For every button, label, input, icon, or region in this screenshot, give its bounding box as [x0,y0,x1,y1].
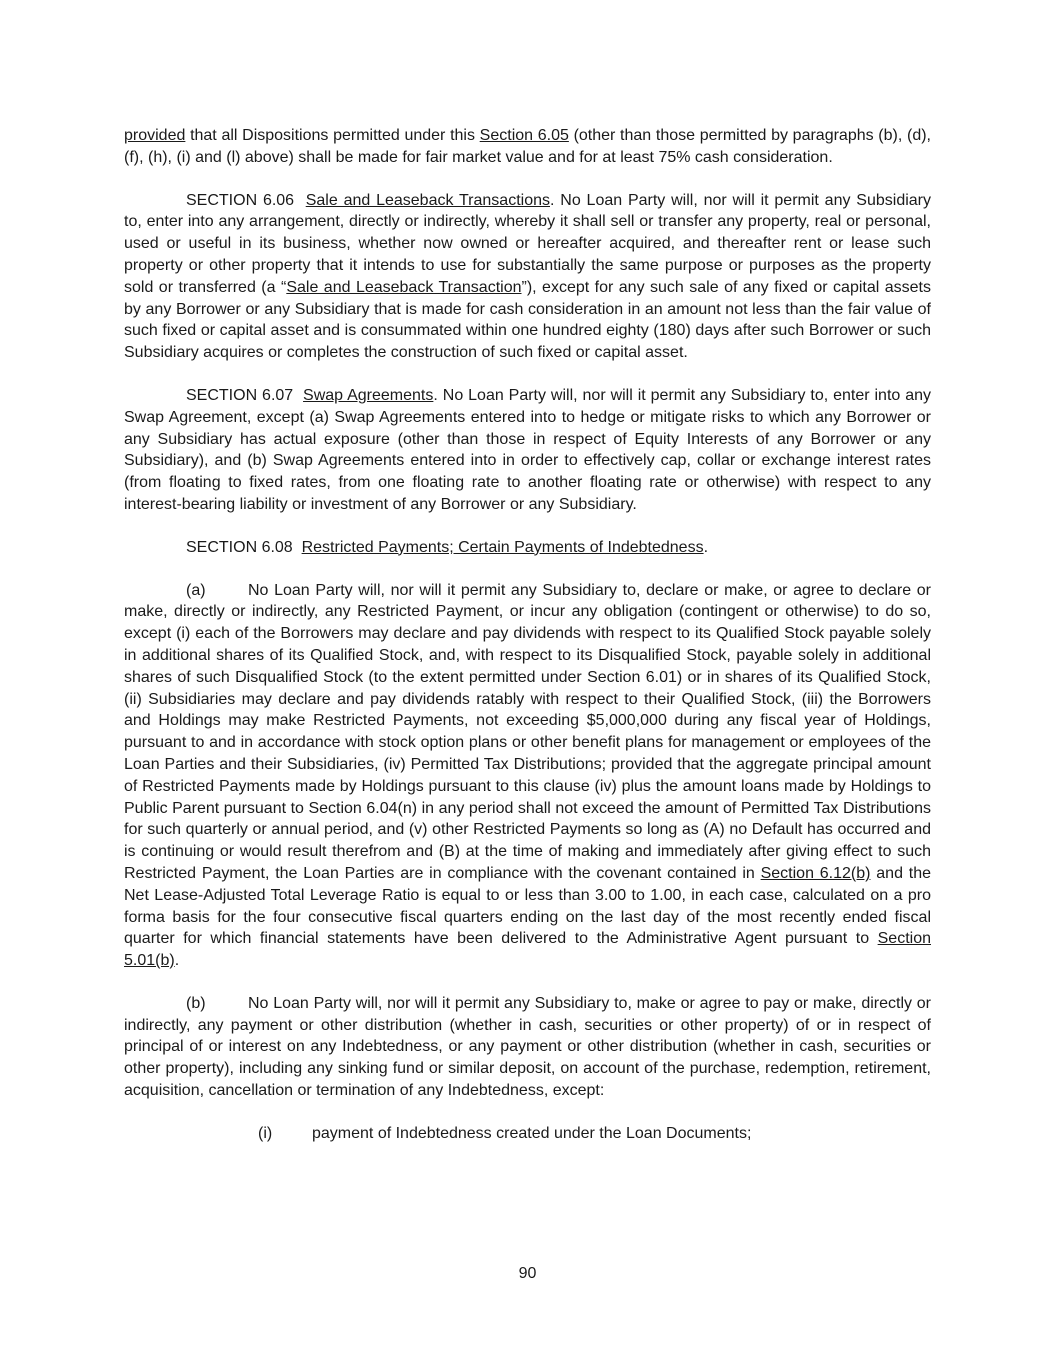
section-title: Swap Agreements [303,386,434,404]
section-ref-6-12b: Section 6.12(b) [760,864,871,882]
page-number: 90 [518,1265,537,1282]
provided-term: provided [124,127,186,144]
paragraph-label: (b) [186,994,206,1012]
section-number: SECTION 6.08 [186,538,293,556]
paragraph-label: (a) [186,581,206,599]
section-ref-5-01b: Section 5.01(b) [124,930,931,970]
section-title: Restricted Payments; Certain Payments of Indebtedness [301,538,704,556]
clause-i: (i) payment of Indebtedness created under the Loan Documents; [124,1123,931,1145]
paragraph-intro: provided that all Dispositions permitted under this Section 6.05 (other than those permitted by paragraphs (b), (d), (f), (h), (i) and (l) above) shall be made for fair market value and for at least 75% cash consideration. [124,127,931,166]
section-6-08-heading: SECTION 6.08 Restricted Payments; Certain Payments of Indebtedness. [186,538,709,556]
clause-label: (i) [258,1124,273,1142]
section-6-07: SECTION 6.07 Swap Agreements. No Loan Party will, nor will it permit any Subsidiary to, enter into any Swap Agreement, except (a) Swap Agreements entered into to hedge or mitigate risks to which any Borrower or any Subsidiary has actual exposure (other than those in respect of Equity Interests of any Borrower or any Subsidiary), and (b) Swap Agreements entered into in order to effectively cap, collar or exchange interest rates (from floating to fixed rates, from one floating rate to another floating rate or otherwise) with respect to any interest-bearing liability or investment of any Borrower or any Subsidiary. [124,386,932,513]
section-ref-6-05: Section 6.05 [479,127,569,144]
section-number: SECTION 6.06 [186,191,295,209]
section-number: SECTION 6.07 [186,386,294,404]
section-6-06: SECTION 6.06 Sale and Leaseback Transactions. No Loan Party will, nor will it permit any Subsidiary to, enter into any arrangement, directly or indirectly, whereby it shall sell or transfer any property, real or personal, used or useful in its business, whether now owned or hereafter acquired, and thereafter rent or lease such property or other property that it intends to use for substantially the same purpose or purposes as the property sold or transferred (a “Sale and Leaseback Transaction”), except for any such sale of any fixed or capital assets by any Borrower or any Subsidiary that is made for cash consideration in an amount not less than the fair value of such fixed or capital asset and is consummated within one hundred eighty (180) days after such Borrower or such Subsidiary acquires or completes the construction of such fixed or capital asset. [124,191,931,362]
document-body [124,125,931,1166]
paragraph-6-08-b: (b) No Loan Party will, nor will it permit any Subsidiary to, make or agree to pay or make, directly or indirectly, any payment or other distribution (whether in cash, securities or other property) of or in respect of principal of or interest on any Indebtedness, or any payment or other distribution (whether in cash, securities or other property), including any sinking fund or similar deposit, on account of the purchase, redemption, retirement, acquisition, cancellation or termination of any Indebtedness, except: [124,994,931,1100]
defined-term: Sale and Leaseback Transaction [286,278,522,296]
section-title: Sale and Leaseback Transactions [305,191,550,209]
paragraph-6-08-a: (a) No Loan Party will, nor will it permit any Subsidiary to, declare or make, or agree to declare or make, directly or indirectly, any Restricted Payment, or incur any obligation (contingent or otherwise) to do so, except (i) each of the Borrowers may declare and pay dividends with respect to its Qualified Stock payable solely in additional shares of its Qualified Stock, and, with respect to its Disqualified Stock, payable solely in additional shares of such Disqualified Stock (to the extent permitted under Section 6.01) or in shares of its Qualified Stock, (ii) Subsidiaries may declare and pay dividends ratably with respect to their Qualified Stock, (iii) the Borrowers and Holdings may make Restricted Payments, not exceeding $5,000,000 during any fiscal year of Holdings, pursuant to and in accordance with stock option plans or other benefit plans for management or employees of the Loan Parties and their Subsidiaries, (iv) Permitted Tax Distributions; provided that the aggregate principal amount of Restricted Payments made by Holdings pursuant to this clause (iv) plus the amount loans made by Holdings to Public Parent pursuant to Section 6.04(n) in any period shall not exceed the amount of Permitted Tax Distributions for such quarterly or annual period, and (v) other Restricted Payments so long as (A) no Default has occurred and is continuing or would result therefrom and (B) at the time of making and immediately after giving effect to such Restricted Payment, the Loan Parties are in compliance with the covenant contained in Section 6.12(b) and the Net Lease-Adjusted Total Leverage Ratio is equal to or less than 3.00 to 1.00, in each case, calculated on a pro forma basis for the four consecutive fiscal quarters ending on the last day of the most recently ended fiscal quarter for which financial statements have been delivered to the Administrative Agent pursuant to Section 5.01(b). [124,581,932,970]
